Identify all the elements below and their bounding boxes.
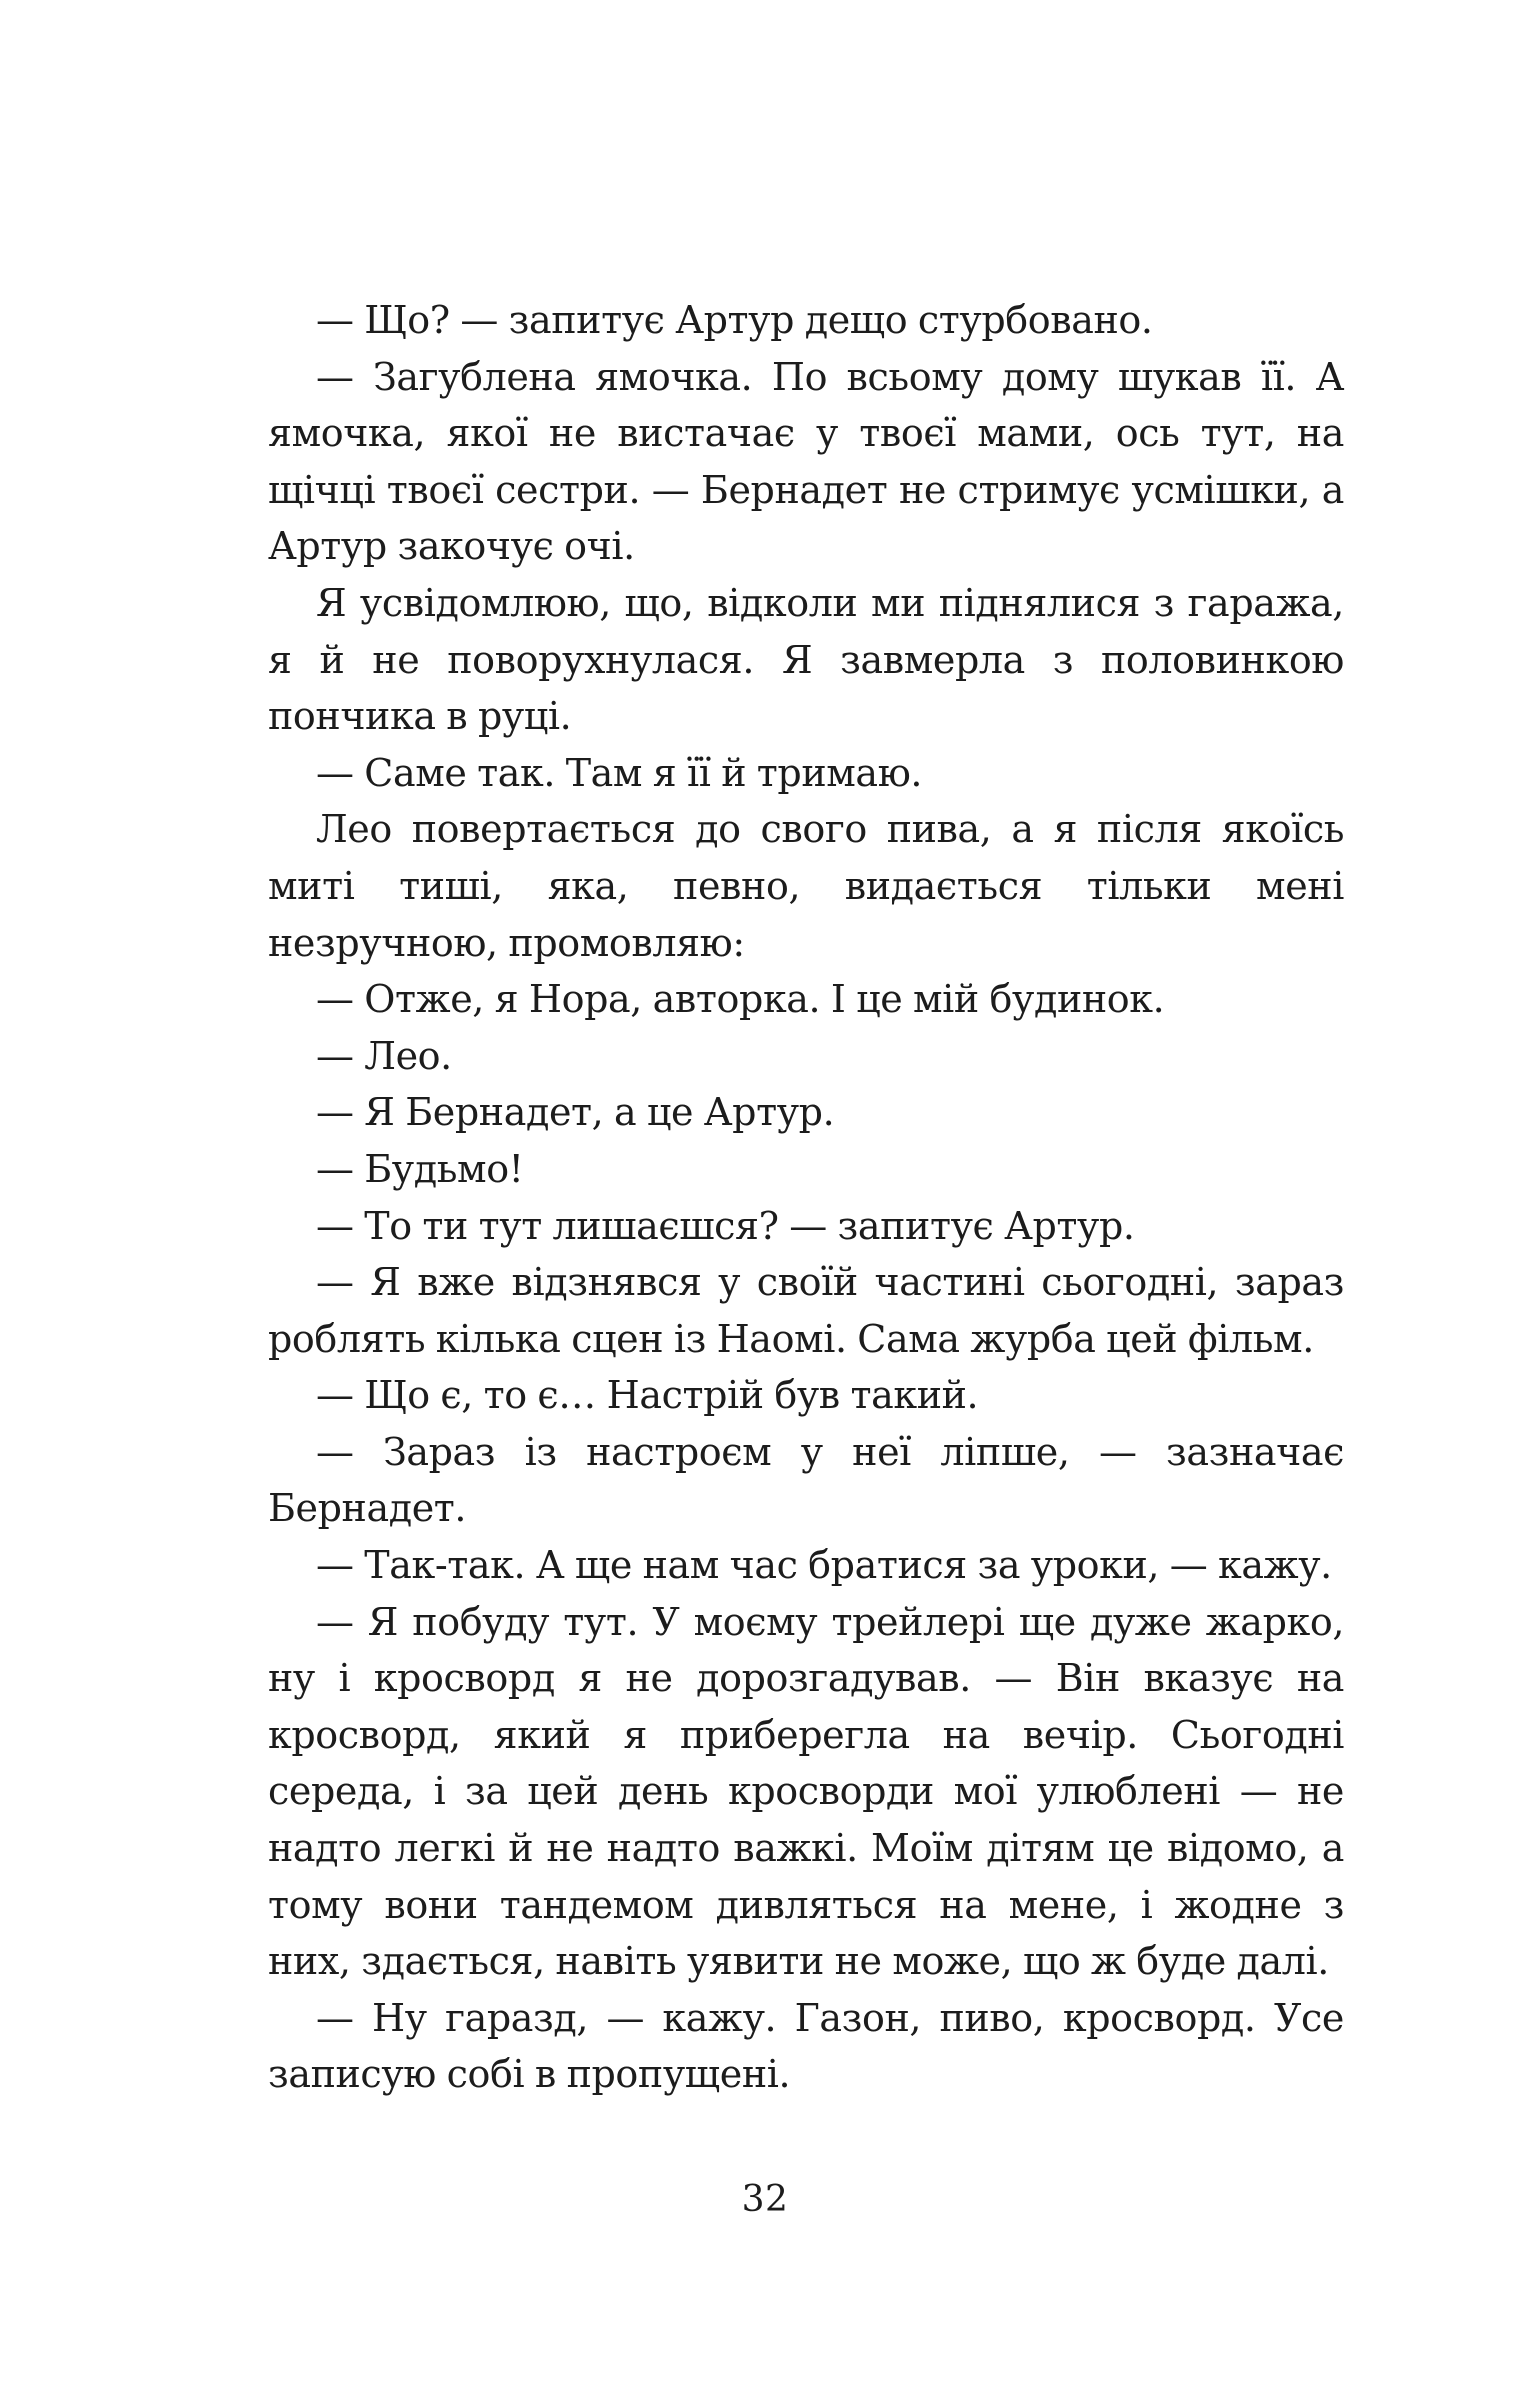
paragraph: — Зараз із настроєм у неї ліпше, — зазначає Бернадет. xyxy=(268,1429,1344,1531)
paragraph: — Ну гаразд, — кажу. Газон, пиво, кросворд. Усе записую собі в пропущені. xyxy=(268,1995,1344,2097)
paragraph: — Так-так. А ще нам час братися за уроки, — кажу. xyxy=(316,1543,1332,1588)
paragraph: — Що? — запитує Артур дещо стурбовано. xyxy=(316,298,1153,342)
page-number: 32 xyxy=(741,2179,789,2220)
paragraph: Лео повертається до свого пива, а я після якоїсь миті тиші, яка, певно, видається тільки мені незручною, промовляю: xyxy=(268,807,1344,965)
paragraph: Я усвідомлюю, що, відколи ми піднялися з гаража, я й не поворухнулася. Я завмерла з половинкою пончика в руці. xyxy=(268,580,1344,739)
paragraph: — Я побуду тут. У моєму трейлері ще дуже жарко, ну і кросворд я не дорозгадував. — Він вказує на кросворд, який я приберегла на вечір. Сьогодні середа, і за цей день кросворди мої улюблені — не надто легкі й не надто важкі. Моїм дітям це відомо, а тому вони тандемом дивляться на мене, і жодне з них, здається, навіть уявити не може, що ж буде далі. xyxy=(268,1599,1344,1984)
paragraph: — Отже, я Нора, авторка. І це мій будинок. xyxy=(316,977,1165,1022)
paragraph: — Загублена ямочка. По всьому дому шукав її. А ямочка, якої не вистачає у твоєї мами, ось тут, на щічці твоєї сестри. — Бернадет не стримує усмішки, а Артур закочує очі. xyxy=(268,354,1344,569)
paragraph: — Будьмо! xyxy=(316,1146,524,1191)
paragraph: — Що є, то є… Настрій був такий. xyxy=(316,1373,979,1418)
paragraph: — Саме так. Там я її й тримаю. xyxy=(316,750,923,795)
paragraph: — То ти тут лишаєшся? — запитує Артур. xyxy=(316,1203,1135,1248)
body-text xyxy=(268,292,1344,2103)
paragraph: — Я вже відзнявся у своїй частині сьогодні, зараз роблять кілька сцен із Наомі. Сама журба цей фільм. xyxy=(268,1260,1344,1361)
paragraph: — Лео. xyxy=(316,1033,452,1078)
paragraph: — Я Бернадет, а це Артур. xyxy=(316,1090,835,1135)
